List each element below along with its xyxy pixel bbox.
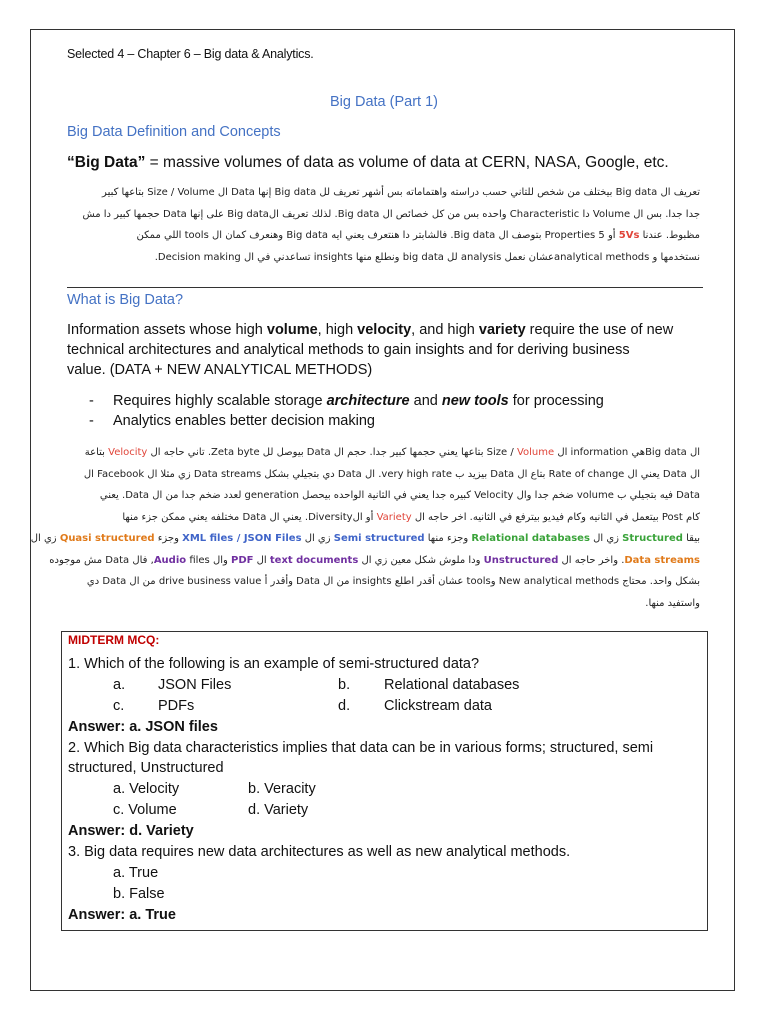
- midterm-mcq-box: [61, 631, 708, 931]
- q1-option-d-letter: d.: [338, 698, 351, 714]
- answer-1: Answer: a. JSON files: [68, 719, 218, 735]
- q1-option-b: Relational databases: [384, 677, 520, 693]
- arabic-line: نستخدمها و analytical methodsعشان نعمل analysis لل big data ونطلع منها insights تساعدني في ال Decision making.: [154, 251, 700, 263]
- divider: [67, 287, 703, 288]
- q1-option-c: PDFs: [158, 698, 195, 714]
- q3-option-b: b. False: [113, 886, 165, 902]
- question-1: 1. Which of the following is an example of semi-structured data?: [68, 656, 480, 672]
- paragraph-line: Information assets whose high volume, high velocity, and high variety require the use of new: [67, 322, 674, 338]
- page-header: Selected 4 – Chapter 6 – Big data & Analytics.: [67, 47, 314, 61]
- arabic-line: بيقا Structured زي ال Relational databases وجزء منها Semi structured زي ال XML files / JSON Files وجزء Quasi structured زي ال: [30, 533, 700, 544]
- answer-3: Answer: a. True: [68, 907, 176, 923]
- arabic-line: واستفيد منها.: [645, 597, 700, 609]
- arabic-line: Data فيه بتجيلي ب volume ضخم جدا وال Velocity كبيره جدا يعني في الثانية الواحده بيحصل generation لعدد ضخم جدا من ال Data. يعني: [99, 490, 700, 501]
- q2-option-b: b. Veracity: [248, 781, 316, 797]
- arabic-line: تعريف ال Big data بيختلف من شخص للتاني حسب دراسته واهتماماته بس أشهر تعريف لل Big data إنها Data ال Size / Volume بتاعها كبير: [102, 187, 700, 198]
- paragraph-line: value. (DATA + NEW ANALYTICAL METHODS): [67, 362, 373, 378]
- definition-term: “Big Data”: [67, 154, 146, 171]
- question-2-cont: structured, Unstructured: [68, 760, 224, 776]
- answer-2: Answer: d. Variety: [68, 823, 194, 839]
- question-2: 2. Which Big data characteristics implies that data can be in various forms; structured, semi: [68, 740, 654, 756]
- arabic-line: كام Post بيتعمل في الثانيه وكام فيديو بيترفع في الثانيه. اخر حاجه ال Variety أو الDiversity. يعني ال Data مختلفه يعني ممكن جزء منها: [122, 511, 700, 523]
- q1-option-a: JSON Files: [158, 677, 232, 693]
- q1-option-b-letter: b.: [338, 677, 351, 693]
- q2-option-d: d. Variety: [248, 802, 309, 818]
- big-data-definition: [67, 153, 707, 173]
- q1-option-d: Clickstream data: [384, 698, 492, 714]
- arabic-explanation-1: [66, 182, 700, 268]
- section-heading-what-is: What is Big Data?: [67, 292, 184, 308]
- arabic-line: ال Big dataهي information ال Size / Volume بتاعها يعني حجمها كبير جدا. حجم ال Data بيوصل لل Zeta byte. تاني حاجه ال Velocity بتاعة: [84, 447, 700, 458]
- definition-text: = massive volumes of data as volume of data at CERN, NASA, Google, etc.: [145, 154, 669, 171]
- paragraph-line: technical architectures and analytical methods to gain insights and for deriving business: [67, 342, 630, 358]
- arabic-line: بشكل واحد. محتاج New analytical methods وtools عشان أقدر اطلع insights من ال Data وأقدر أ drive business value من ال Data دي: [86, 576, 700, 587]
- arabic-line: مظبوط. عندنا 5Vs أو 5 Properties بتوصف ال Big data. فالشابتر دا هنتعرف يعني ايه Big data وهنعرف كمان ال tools اللي ممكن: [136, 230, 700, 241]
- q1-option-a-letter: a.: [113, 677, 126, 693]
- arabic-explanation-2: [30, 442, 700, 614]
- mcq-label: MIDTERM MCQ:: [68, 633, 160, 647]
- what-is-paragraph: [67, 320, 707, 380]
- page-title: Big Data (Part 1): [330, 94, 438, 110]
- section-heading-definition: Big Data Definition and Concepts: [67, 124, 281, 140]
- arabic-line: جدا جدا. بس ال Volume دا Characteristic واحده بس من كل خصائص ال Big data. لذلك تعريف الBig data على إنها Data حجمها كبير دا مش: [82, 208, 700, 220]
- arabic-line: ال Data يعني ال Rate of change بتاع ال Data بيزيد ب very high rate. ال Data دي بتجيلي بشكل Data streams زي مثلا ال Facebook ال: [83, 468, 700, 480]
- q2-option-c: c. Volume: [113, 802, 177, 818]
- arabic-line: Data streams. واخر حاجه ال Unstructured ودا ملوش شكل معين زي ال text documents ال PDF وال Audio files, فال Data مش موجوده: [49, 554, 700, 566]
- bullet-item: - Requires highly scalable storage architecture and new tools for processing: [89, 393, 604, 409]
- q3-option-a: a. True: [113, 865, 159, 881]
- bullet-item: - Analytics enables better decision making: [89, 413, 375, 429]
- q1-option-c-letter: c.: [113, 698, 125, 714]
- question-3: 3. Big data requires new data architectures as well as new analytical methods.: [68, 844, 571, 860]
- q2-option-a: a. Velocity: [113, 781, 180, 797]
